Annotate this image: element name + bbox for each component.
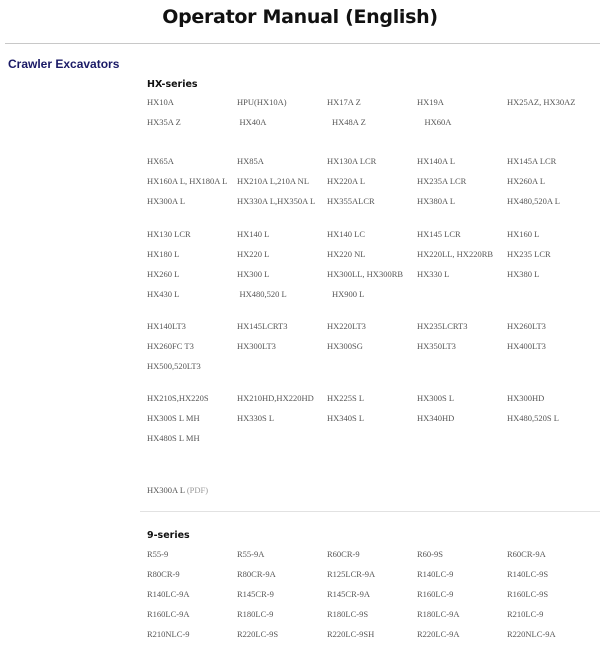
manual-link[interactable]: R210NLC-9 (147, 629, 190, 639)
manual-link[interactable]: HX235LCRT3 (417, 321, 468, 331)
manual-link[interactable]: HX220 NL (327, 249, 366, 259)
manual-row (147, 564, 597, 584)
manual-link[interactable]: HX19A (417, 97, 444, 107)
manual-link-pdf[interactable] (147, 480, 208, 500)
manual-link[interactable]: R180LC-9A (417, 609, 460, 619)
manual-row (147, 264, 597, 284)
manual-row (147, 284, 597, 304)
manual-link[interactable]: HX130 LCR (147, 229, 191, 239)
pdf-note: (PDF) (186, 485, 209, 495)
manual-link[interactable]: R160LC-9 (417, 589, 454, 599)
manual-link[interactable]: R160LC-9S (507, 589, 549, 599)
manual-link[interactable]: HX480,520 L (239, 289, 287, 299)
manual-link[interactable]: HX210A L,210A NL (237, 176, 310, 186)
manual-link[interactable]: HX300SG (327, 341, 363, 351)
hx-pdf-group (147, 480, 597, 500)
hx-group-4 (147, 316, 597, 376)
manual-link[interactable]: HX480,520S L (507, 413, 559, 423)
divider (5, 43, 600, 44)
manual-link[interactable]: HX300HD (507, 393, 545, 403)
manual-row (147, 316, 597, 336)
manual-link[interactable]: R220LC-9SH (327, 629, 375, 639)
manual-link[interactable]: R220NLC-9A (507, 629, 556, 639)
manual-link[interactable]: HX300A L (147, 196, 186, 206)
manual-link[interactable]: HX35A Z (147, 117, 181, 127)
manual-link[interactable]: HX145 LCR (417, 229, 461, 239)
manual-link[interactable]: R140LC-9 (417, 569, 454, 579)
manual-link[interactable]: HX330 L (417, 269, 450, 279)
manual-link[interactable]: HX430 L (147, 289, 180, 299)
manual-link[interactable]: HX160A L, HX180A L (147, 176, 228, 186)
manual-link[interactable]: HX400LT3 (507, 341, 546, 351)
manual-link[interactable]: R80CR-9 (147, 569, 180, 579)
manual-link[interactable]: R125LCR-9A (327, 569, 376, 579)
manual-link[interactable]: HX300LL, HX300RB (327, 269, 404, 279)
manual-link[interactable]: HX480,520A L (507, 196, 560, 206)
manual-row (147, 151, 597, 171)
manual-link[interactable]: R55-9A (237, 549, 265, 559)
manual-row (147, 584, 597, 604)
nine-series-group (147, 544, 597, 644)
manual-row (147, 356, 597, 376)
manual-link[interactable]: HX260FC T3 (147, 341, 194, 351)
manual-link[interactable]: R60-9S (417, 549, 443, 559)
manual-row (147, 408, 597, 428)
manual-link[interactable]: R145CR-9 (237, 589, 274, 599)
manual-link[interactable]: HX355ALCR (327, 196, 375, 206)
manual-link[interactable]: R220LC-9A (417, 629, 460, 639)
nine-series-heading: 9-series (147, 530, 190, 541)
manual-link[interactable]: HX145LCRT3 (237, 321, 288, 331)
manual-link[interactable]: HX235 LCR (507, 249, 551, 259)
manual-link[interactable]: R60CR-9A (507, 549, 546, 559)
manual-row (147, 336, 597, 356)
manual-link[interactable]: HX220LT3 (327, 321, 366, 331)
manual-link[interactable]: HX210HD,HX220HD (237, 393, 314, 403)
hx-series-heading: HX-series (147, 79, 198, 90)
manual-row (147, 244, 597, 264)
manual-link[interactable]: HX60A (424, 117, 452, 127)
manual-link[interactable]: HX210S,HX220S (147, 393, 209, 403)
manual-link-label: HX300A L (147, 485, 185, 495)
manual-link[interactable]: HX330A L,HX350A L (237, 196, 316, 206)
manual-link[interactable]: HX140 L (237, 229, 270, 239)
manual-link[interactable]: HX300LT3 (237, 341, 276, 351)
manual-link[interactable]: HX40A (239, 117, 267, 127)
manual-link[interactable]: HX180 L (147, 249, 180, 259)
manual-row (147, 388, 597, 408)
manual-link[interactable]: R60CR-9 (327, 549, 360, 559)
manual-link[interactable]: HX260 L (147, 269, 180, 279)
manual-row (147, 544, 597, 564)
manual-link[interactable]: R140LC-9S (507, 569, 549, 579)
manual-row (147, 604, 597, 624)
manual-link[interactable]: HPU(HX10A) (237, 97, 287, 107)
manual-link[interactable]: HX145A LCR (507, 156, 557, 166)
page-title: Operator Manual (English) (162, 6, 438, 28)
manual-link[interactable]: HX380 L (507, 269, 540, 279)
manual-link[interactable]: R55-9 (147, 549, 169, 559)
manual-link[interactable]: HX300S L (417, 393, 455, 403)
manual-link[interactable]: HX140LT3 (147, 321, 186, 331)
manual-link[interactable]: HX25AZ, HX30AZ (507, 97, 576, 107)
hx-group-1 (147, 92, 597, 132)
manual-link[interactable]: R220LC-9S (237, 629, 279, 639)
manual-link[interactable]: HX17A Z (327, 97, 361, 107)
manual-link[interactable]: HX900 L (332, 289, 365, 299)
hx-group-3 (147, 224, 597, 304)
manual-row (147, 428, 597, 448)
manual-link[interactable]: R140LC-9A (147, 589, 190, 599)
manual-row (147, 112, 597, 132)
hx-group-5 (147, 388, 597, 448)
manual-link[interactable]: HX480S L MH (147, 433, 200, 443)
manual-link[interactable]: HX10A (147, 97, 174, 107)
manual-link[interactable]: HX260LT3 (507, 321, 546, 331)
manual-link[interactable]: HX160 L (507, 229, 540, 239)
manual-row (147, 224, 597, 244)
manual-link[interactable]: R180LC-9 (237, 609, 274, 619)
manual-link[interactable]: HX140A L (417, 156, 456, 166)
manual-link[interactable]: HX340S L (327, 413, 365, 423)
manual-link[interactable]: HX220LL, HX220RB (417, 249, 494, 259)
manual-link[interactable]: HX220 L (237, 249, 270, 259)
manual-link[interactable]: HX340HD (417, 413, 455, 423)
manual-link[interactable]: HX220A L (327, 176, 366, 186)
manual-link[interactable]: HX48A Z (332, 117, 366, 127)
manual-row (147, 171, 597, 191)
manual-row (147, 92, 597, 112)
manual-link[interactable]: R145CR-9A (327, 589, 370, 599)
manual-link[interactable]: HX300 L (237, 269, 270, 279)
manual-link[interactable]: R80CR-9A (237, 569, 276, 579)
manual-link[interactable]: HX85A (237, 156, 264, 166)
hx-group-2 (147, 151, 597, 211)
manual-link[interactable]: HX500,520LT3 (147, 361, 201, 371)
manual-link[interactable]: HX225S L (327, 393, 365, 403)
manual-link[interactable]: HX380A L (417, 196, 456, 206)
manual-link[interactable]: HX300S L MH (147, 413, 200, 423)
manual-link[interactable]: HX140 LC (327, 229, 366, 239)
section-divider (140, 511, 600, 512)
manual-link[interactable]: R160LC-9A (147, 609, 190, 619)
manual-link[interactable]: HX130A LCR (327, 156, 377, 166)
category-heading: Crawler Excavators (8, 57, 120, 71)
manual-link[interactable]: HX235A LCR (417, 176, 467, 186)
manual-link[interactable]: R180LC-9S (327, 609, 369, 619)
manual-link[interactable]: HX350LT3 (417, 341, 456, 351)
manual-link[interactable]: HX65A (147, 156, 174, 166)
manual-link[interactable]: R210LC-9 (507, 609, 544, 619)
manual-row (147, 191, 597, 211)
manual-row (147, 624, 597, 644)
manual-link[interactable]: HX260A L (507, 176, 546, 186)
manual-link[interactable]: HX330S L (237, 413, 275, 423)
